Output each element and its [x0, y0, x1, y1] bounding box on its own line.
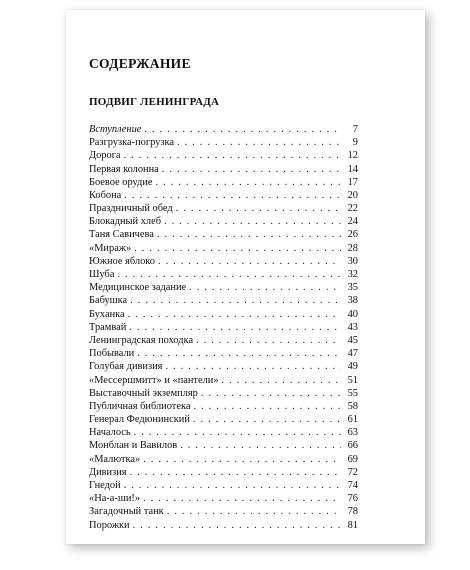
toc-entry [89, 123, 358, 136]
toc-entry-title: Таня Савичева [89, 229, 154, 241]
toc-entry [89, 426, 358, 439]
section-title: ПОДВИГ ЛЕНИНГРАДА [89, 96, 220, 108]
toc-entry [89, 163, 358, 176]
book-page [66, 10, 425, 544]
toc-entry-page: 22 [347, 203, 358, 215]
toc-entry-page: 28 [347, 242, 358, 254]
toc-entry-title: Шуба [89, 269, 115, 281]
toc-entry [89, 202, 358, 215]
toc-entry-page: 43 [347, 321, 358, 333]
toc-entry [89, 347, 358, 360]
toc-entry-page: 45 [347, 334, 358, 346]
toc-entry-title: Буханка [89, 308, 125, 320]
toc-entry [89, 149, 358, 162]
toc-entry [89, 215, 358, 228]
dot-leader [193, 400, 341, 413]
toc-entry-title: «На-а-ши!» [89, 493, 141, 505]
dot-leader [144, 123, 341, 136]
toc-entry [89, 255, 358, 268]
dot-leader [117, 268, 341, 281]
toc-entry-title: Южное яблоко [89, 255, 155, 267]
toc-entry [89, 281, 358, 294]
table-of-contents [89, 123, 358, 532]
toc-entry [89, 242, 358, 255]
toc-entry-page: 55 [347, 387, 358, 399]
toc-entry-page: 30 [347, 255, 358, 267]
toc-entry [89, 505, 358, 518]
dot-leader [193, 413, 341, 426]
dot-leader [156, 176, 341, 189]
toc-entry-page: 66 [347, 440, 358, 452]
dot-leader [162, 163, 341, 176]
toc-entry-page: 26 [347, 229, 358, 241]
dot-leader [134, 426, 341, 439]
toc-entry-page: 63 [347, 427, 358, 439]
contents-heading: СОДЕРЖАНИЕ [89, 56, 191, 71]
dot-leader [164, 215, 341, 228]
dot-leader [124, 189, 341, 202]
toc-entry-page: 47 [347, 348, 358, 360]
toc-entry-title: «Малютка» [89, 453, 141, 465]
toc-entry-page: 69 [347, 453, 358, 465]
toc-entry-page: 72 [347, 466, 358, 478]
toc-entry [89, 360, 358, 373]
toc-entry [89, 466, 358, 479]
dot-leader [130, 466, 341, 479]
dot-leader [177, 136, 341, 149]
toc-entry-page: 20 [347, 189, 358, 201]
toc-entry-page: 74 [347, 480, 358, 492]
toc-entry-title: Началось [89, 427, 131, 439]
toc-entry [89, 400, 358, 413]
dot-leader [167, 505, 341, 518]
dot-leader [124, 479, 341, 492]
dot-leader [201, 387, 341, 400]
toc-entry-page: 81 [347, 519, 358, 531]
toc-entry-page: 24 [347, 216, 358, 228]
toc-entry [89, 189, 358, 202]
toc-entry-page: 38 [347, 295, 358, 307]
dot-leader [196, 334, 341, 347]
toc-entry-title: Побывали [89, 348, 135, 360]
toc-entry-page: 17 [347, 176, 358, 188]
dot-leader [165, 360, 341, 373]
toc-entry-title: Праздничный обед [89, 203, 173, 215]
toc-entry [89, 374, 358, 387]
dot-leader [222, 374, 341, 387]
dot-leader [134, 242, 341, 255]
toc-entry [89, 321, 358, 334]
toc-entry-title: Выставочный экземпляр [89, 387, 198, 399]
toc-entry-page: 7 [352, 123, 358, 135]
toc-entry [89, 136, 358, 149]
toc-entry-page: 12 [347, 150, 358, 162]
toc-entry-title: Медицинское задание [89, 282, 187, 294]
toc-entry-page: 49 [347, 361, 358, 373]
toc-entry-page: 58 [347, 400, 358, 412]
toc-entry-page: 61 [347, 414, 358, 426]
dot-leader [130, 294, 341, 307]
toc-entry-title: Генерал Федюнинский [89, 414, 190, 426]
toc-entry [89, 479, 358, 492]
toc-entry-title: Монблан и Вавилов [89, 440, 178, 452]
dot-leader [157, 228, 341, 241]
toc-entry-title: Кобона [89, 189, 122, 201]
toc-entry-title: Боевое орудие [89, 176, 153, 188]
toc-entry-title: Блокадный хлеб [89, 216, 161, 228]
toc-entry [89, 334, 358, 347]
toc-entry-page: 35 [347, 282, 358, 294]
dot-leader [133, 519, 341, 532]
dot-leader [137, 347, 341, 360]
toc-entry-title: Трамвай [89, 321, 127, 333]
dot-leader [143, 453, 341, 466]
toc-entry-title: Гнедой [89, 480, 121, 492]
dot-leader [189, 281, 341, 294]
toc-entry [89, 308, 358, 321]
toc-entry [89, 387, 358, 400]
toc-entry-page: 14 [347, 163, 358, 175]
dot-leader [176, 202, 341, 215]
dot-leader [158, 255, 341, 268]
toc-entry [89, 413, 358, 426]
toc-entry-title: Бабушка [89, 295, 128, 307]
toc-entry [89, 294, 358, 307]
toc-entry-page: 32 [347, 269, 358, 281]
toc-entry-title: Разгрузка-погрузка [89, 137, 174, 149]
toc-entry-title: «Мессершмитт» и «пантели» [89, 374, 219, 386]
toc-entry-title: Порожки [89, 519, 130, 531]
dot-leader [124, 149, 341, 162]
toc-entry-title: Дорога [89, 150, 121, 162]
dot-leader [143, 492, 341, 505]
toc-entry-page: 9 [352, 137, 358, 149]
toc-entry [89, 440, 358, 453]
toc-entry-title: Вступление [89, 123, 142, 135]
dot-leader [180, 439, 341, 452]
toc-entry-page: 51 [347, 374, 358, 386]
toc-entry-page: 76 [347, 493, 358, 505]
toc-entry [89, 176, 358, 189]
toc-entry [89, 453, 358, 466]
toc-entry-title: Загадочный танк [89, 506, 164, 518]
toc-entry-title: Публичная библиотека [89, 400, 191, 412]
toc-entry-page: 78 [347, 506, 358, 518]
toc-entry [89, 229, 358, 242]
toc-entry [89, 519, 358, 532]
dot-leader [128, 308, 341, 321]
toc-entry-title: Ленинградская походка [89, 334, 194, 346]
toc-entry-title: Первая колонна [89, 163, 159, 175]
toc-entry-page: 40 [347, 308, 358, 320]
toc-entry-title: Голубая дивизия [89, 361, 163, 373]
toc-entry [89, 492, 358, 505]
toc-entry-title: «Мираж» [89, 242, 132, 254]
toc-entry [89, 268, 358, 281]
dot-leader [129, 321, 341, 334]
toc-entry-title: Дивизия [89, 466, 127, 478]
